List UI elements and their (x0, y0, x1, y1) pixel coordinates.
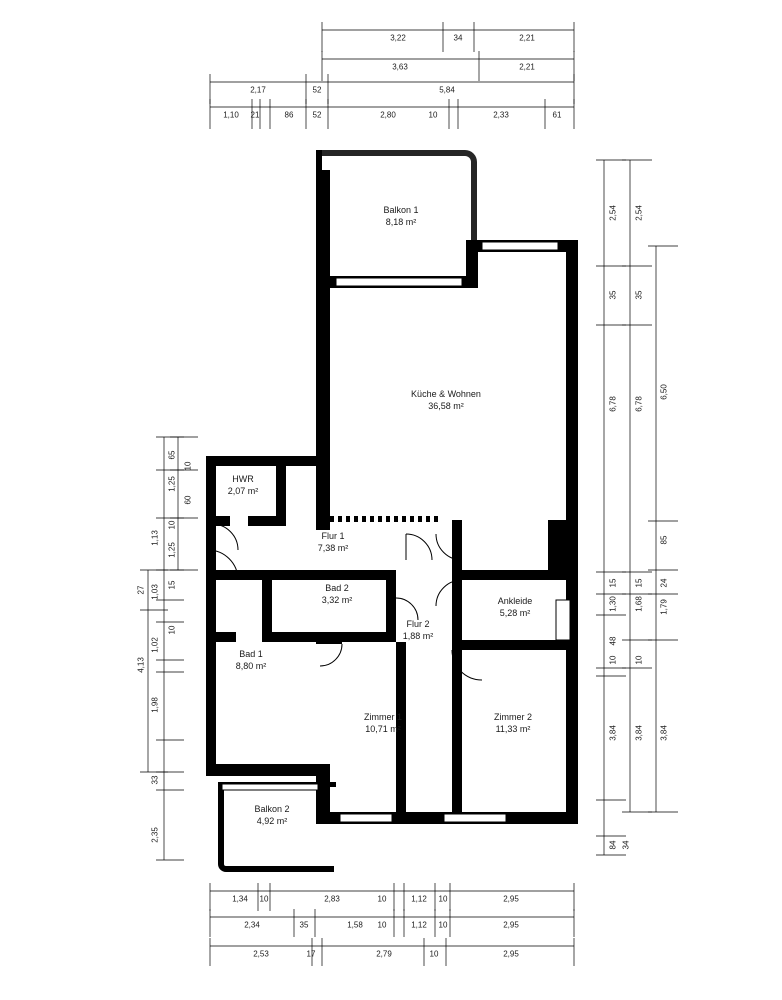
dimension-label: 65 (167, 450, 177, 460)
room-label (498, 595, 533, 619)
room-label (254, 803, 289, 827)
dimension-label: 2,53 (253, 949, 269, 959)
dimension-label: 6,78 (634, 396, 644, 412)
dimension-label: 1,12 (411, 920, 427, 930)
dimension-label: 34 (621, 840, 631, 850)
room-name: Ankleide (497, 596, 533, 606)
room-label (383, 204, 418, 228)
dimension-label: 85 (659, 535, 669, 545)
dimension-label: 10 (183, 461, 193, 471)
dimension-label: 2,95 (503, 949, 519, 959)
dimension-label: 10 (608, 655, 618, 665)
dimension-label: 1,58 (347, 920, 363, 930)
dimension-label: 1,13 (150, 530, 160, 546)
room-name: HWR (232, 474, 254, 484)
dimension-label: 2,17 (250, 85, 266, 95)
dimension-label: 2,54 (634, 205, 644, 221)
dimension-label: 5,84 (439, 85, 455, 95)
dimension-label: 15 (167, 580, 177, 590)
dimension-label: 10 (377, 920, 387, 930)
dimension-label: 35 (634, 290, 644, 300)
dimension-label: 15 (608, 578, 618, 588)
dimension-label: 10 (167, 625, 177, 635)
dimension-label: 52 (312, 85, 322, 95)
dimension-label: 4,13 (136, 657, 146, 673)
dimension-label: 1,25 (167, 542, 177, 558)
dimension-label: 33 (150, 775, 160, 785)
dimension-label: 1,68 (634, 596, 644, 612)
dimension-label: 10 (438, 894, 448, 904)
dimension-label: 3,84 (634, 725, 644, 741)
room-name: Flur 1 (321, 531, 345, 541)
room-label (494, 711, 532, 735)
room-name: Bad 1 (239, 649, 263, 659)
dimension-label: 2,33 (493, 110, 509, 120)
room-name: Bad 2 (325, 583, 349, 593)
room-area: 5,28 m² (499, 608, 531, 618)
dimension-label: 6,50 (659, 384, 669, 400)
room-area: 4,92 m² (256, 816, 288, 826)
dimension-label: 10 (428, 110, 438, 120)
dimension-label: 86 (284, 110, 294, 120)
room-label (318, 530, 349, 554)
room-area: 8,80 m² (235, 661, 267, 671)
dimension-label: 6,78 (608, 396, 618, 412)
dimension-label: 2,34 (244, 920, 260, 930)
dimension-label: 2,54 (608, 205, 618, 221)
dimension-label: 2,80 (380, 110, 396, 120)
dimension-label: 27 (136, 585, 146, 595)
dimension-label: 1,34 (232, 894, 248, 904)
room-name: Zimmer 2 (494, 712, 532, 722)
room-name: Balkon 1 (383, 205, 419, 215)
dimension-label: 10 (167, 520, 177, 530)
dimension-label: 2,95 (503, 920, 519, 930)
dimension-label: 10 (377, 894, 387, 904)
room-area: 8,18 m² (385, 217, 417, 227)
dimension-label: 2,83 (324, 894, 340, 904)
dimension-label: 24 (659, 578, 669, 588)
dimension-label: 10 (634, 655, 644, 665)
room-label (364, 711, 402, 735)
dimension-label: 84 (608, 840, 618, 850)
dimension-label: 10 (429, 949, 439, 959)
dimension-label: 2,79 (376, 949, 392, 959)
dimension-label: 1,10 (223, 110, 239, 120)
room-name: Küche & Wohnen (411, 389, 481, 399)
dimension-label: 3,63 (392, 62, 408, 72)
dimension-label: 1,30 (608, 596, 618, 612)
dimension-label: 2,35 (150, 827, 160, 843)
room-name: Zimmer 1 (364, 712, 402, 722)
dimension-label: 1,03 (150, 584, 160, 600)
room-area: 10,71 m² (365, 724, 401, 734)
dimension-label: 1,12 (411, 894, 427, 904)
dimension-label: 3,22 (390, 33, 406, 43)
dimension-label: 48 (608, 636, 618, 646)
room-label (228, 473, 259, 497)
room-area: 11,33 m² (495, 724, 531, 734)
dimension-label: 2,21 (519, 33, 535, 43)
dimension-label: 52 (312, 110, 322, 120)
dimension-label: 1,98 (150, 697, 160, 713)
dimension-label: 61 (552, 110, 562, 120)
dimension-label: 2,21 (519, 62, 535, 72)
room-area: 3,32 m² (321, 595, 353, 605)
room-name: Balkon 2 (254, 804, 290, 814)
dimension-label: 1,25 (167, 476, 177, 492)
dimension-label: 3,84 (659, 725, 669, 741)
room-name: Flur 2 (406, 619, 430, 629)
dimension-label: 3,84 (608, 725, 618, 741)
room-area: 7,38 m² (317, 543, 349, 553)
room-area: 2,07 m² (227, 486, 259, 496)
room-label (411, 388, 481, 412)
dimension-label: 10 (259, 894, 269, 904)
dimension-label: 35 (608, 290, 618, 300)
dimension-label: 17 (306, 949, 316, 959)
dimension-label: 60 (183, 495, 193, 505)
room-area: 36,58 m² (428, 401, 464, 411)
room-area: 1,88 m² (402, 631, 434, 641)
dimension-label: 1,02 (150, 637, 160, 653)
dimension-label: 35 (299, 920, 309, 930)
dimension-label: 1,79 (659, 599, 669, 615)
room-label (236, 648, 267, 672)
dimension-label: 2,95 (503, 894, 519, 904)
walls (206, 150, 578, 872)
room-label (322, 582, 353, 606)
dimension-label: 15 (634, 578, 644, 588)
room-label (403, 618, 434, 642)
dimension-label: 34 (453, 33, 463, 43)
dimension-label: 10 (438, 920, 448, 930)
dimension-label: 21 (250, 110, 260, 120)
